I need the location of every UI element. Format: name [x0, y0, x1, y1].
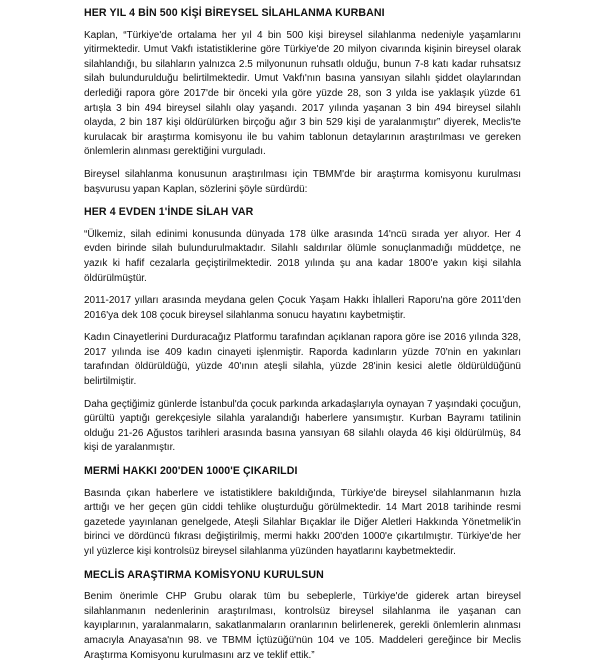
section-4	[84, 568, 521, 663]
paragraph-child-report: 2011-2017 yılları arasında meydana gelen Çocuk Yaşam Hakkı İhlalleri Raporu'na göre 2011'den 2016'ya dek 108 çocuk bireysel silahlanma sonucu hayatını kaybetmiştir.	[84, 295, 521, 321]
paragraph-intro: Kaplan, “Türkiye'de ortalama her yıl 4 bin 500 kişi bireysel silahlanma nedeniyle yaşamlarını yitirmektedir. Umut Vakfı istatistiklerine göre Türkiye'de 20 milyon civarında kişinin bireysel olarak silahlandığı, bu silahların yalnızca 2.5 milyonunun ruhsatlı olduğu, bunun 7-8 katı kadar ruhsatsız silah bulundurulduğu belirtilmektedir. Umut Vakfı'nın basına yansıyan silahlı şiddet olaylarından derlediği rapora göre 2017'de bir önceki yıla göre yüzde 28, son 3 yılda ise yaklaşık yüzde 61 artışla 3 bin 494 bireysel silahlı olay yaşandı. 2017 yılında yaşanan 3 bin 494 bireysel silahlı olayda, 2 bin 187 kişi öldürülürken birçoğu ağır 3 bin 529 kişi de yaralanmıştır” diyerek, Meclis'te kurulacak bir araştırma komisyonu ile bu vahim tablonun detaylarının araştırılması ve gereken önlemlerin alınması gerektiğini vurguladı.	[84, 29, 521, 158]
paragraph-world-ranking: “Ülkemiz, silah edinimi konusunda dünyada 178 ülke arasında 14'ncü sırada yer alıyor. Her 4 evden birinde silah bulundurulmaktadır. Silahlı saldırılar ölümle sonuçlanmadığı müddetçe, ne yazık ki hafif cezalarla geçiştirilmektedir. 2018 yılında şu ana kadar 1800'e yakın kişi silahla öldürülmüştür.	[84, 228, 521, 284]
section-1	[84, 6, 521, 197]
paragraph-commission-proposal: Benim önerimle CHP Grubu olarak tüm bu sebeplerle, Türkiye'de giderek artan bireysel silahlanmanın nedenlerinin araştırılması, kontrolsüz bireysel silahlanma ile yaşanan can kayıplarının, yaralanmaların, sakatlanmaların oranlarının belirlenerek, gerekli önlemlerin alınması amacıyla Anayasa'nın 98. ve TBMM İçtüzüğü'nün 104 ve 105. Maddeleri gereğince bir Meclis Araştırma Komisyonu kurulmasını arz ve teklif ettik.”	[84, 591, 521, 661]
paragraph-kaplan-statement: Bireysel silahlanma konusunun araştırılması için TBMM'de bir araştırma komisyonu kurulması başvurusu yapan Kaplan, sözlerini şöyle sürdürdü:	[84, 168, 521, 195]
paragraph-ammunition-regulation: Basında çıkan haberlere ve istatistiklere bakıldığında, Türkiye'de bireysel silahlanmanın hızla arttığı ve her geçen gün ciddi tehlike oluşturduğu görülmektedir. 14 Mart 2018 tarihinde resmi gazetede yayınlanan genelgede, Ateşli Silahlar Bıçaklar ile Diğer Aletleri Hakkında Yönetmelik'in birinci ve dördüncü fıkrası değiştirilmiş, mermi hakkı 200'den 1000'e çıkartılmıştır. Türkiye'de her yıl yüzlerce kişi kontrolsüz bireysel silahlanma yüzünden hayatlarını kaybetmektedir.	[84, 487, 521, 557]
paragraph-femicide-report: Kadın Cinayetlerini Durduracağız Platformu tarafından açıklanan rapora göre ise 2016 yılında 328, 2017 yılında ise 409 kadın cinayeti işlenmiştir. Raporda kadınların yüzde 70'nin en yakınları tarafından öldürüldüğü, yüzde 40'ının ateşli silahla, yüzde 28'inin kesici aletle öldürüldüğünü belirtilmiştir.	[84, 332, 521, 388]
heading-victims: HER YIL 4 BİN 500 KİŞİ BİREYSEL SİLAHLANMA KURBANI	[84, 7, 385, 19]
heading-weapons-in-homes: HER 4 EVDEN 1'İNDE SİLAH VAR	[84, 206, 254, 219]
section-3	[84, 464, 521, 560]
section-2	[84, 205, 521, 456]
heading-commission: MECLİS ARAŞTIRMA KOMİSYONU KURULSUN	[84, 568, 324, 581]
heading-ammunition: MERMİ HAKKI 200'DEN 1000'E ÇIKARILDI	[84, 465, 298, 478]
paragraph-recent-incidents: Daha geçtiğimiz günlerde İstanbul'da çocuk parkında arkadaşlarıyla oynayan 7 yaşındaki çocuğun, gürültü yaptığı gerekçesiyle silahla yaralandığı haberlere yansımıştır. Kurban Bayramı tatilinin olduğu 21-26 Ağustos tarihleri arasında basına yansıyan 68 silahlı olayda 46 kişi öldürülmüş, 84 kişi de yaralanmıştır.	[84, 398, 521, 454]
